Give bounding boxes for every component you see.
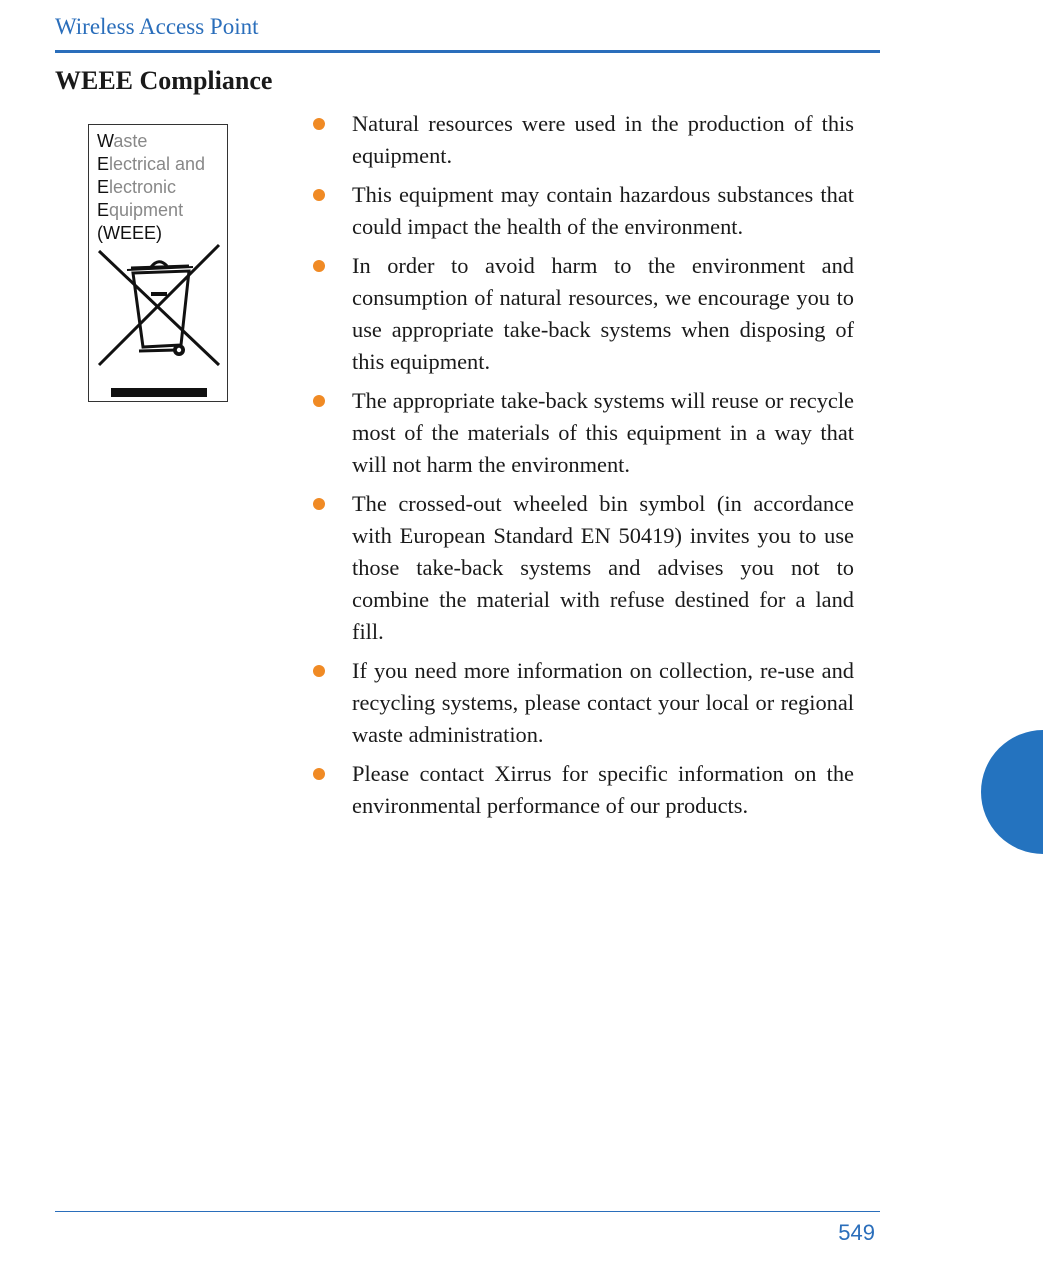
bullet-icon [313,768,325,780]
weee-bullet-list [306,108,854,829]
list-item: This equipment may contain hazardous substances that could impact the health of the environment. [306,179,854,243]
bullet-icon [313,260,325,272]
crossed-out-wheeled-bin-icon [93,237,223,397]
list-item: The crossed-out wheeled bin symbol (in accordance with European Standard EN 50419) invites you to use those take-back systems and advises you not to combine the material with refuse destined for a land fill. [306,488,854,648]
list-item: Natural resources were used in the production of this equipment. [306,108,854,172]
weee-line: Electrical and [97,154,206,174]
weee-logo-text [97,130,205,245]
weee-line: Electronic [97,177,177,197]
header-title: Wireless Access Point [55,14,259,39]
weee-logo [88,124,228,402]
bullet-icon [313,118,325,130]
footer-divider [55,1211,880,1212]
bullet-icon [313,498,325,510]
weee-line: Equipment [97,200,184,220]
bullet-icon [313,189,325,201]
weee-abbreviation: (WEEE) [97,223,162,243]
bullet-icon [313,395,325,407]
list-item: If you need more information on collection, re-use and recycling systems, please contact your local or regional waste administration. [306,655,854,751]
page-number: 549 [838,1220,875,1245]
weee-line: Waste [97,131,148,151]
bullet-icon [313,665,325,677]
list-item: The appropriate take-back systems will reuse or recycle most of the materials of this equipment in a way that will not harm the environment. [306,385,854,481]
list-item: Please contact Xirrus for specific information on the environmental performance of our products. [306,758,854,822]
section-title: WEEE Compliance [55,66,273,95]
list-item: In order to avoid harm to the environment and consumption of natural resources, we encourage you to use appropriate take-back systems when disposing of this equipment. [306,250,854,378]
chapter-side-tab [981,730,1043,854]
page-header [55,12,880,53]
